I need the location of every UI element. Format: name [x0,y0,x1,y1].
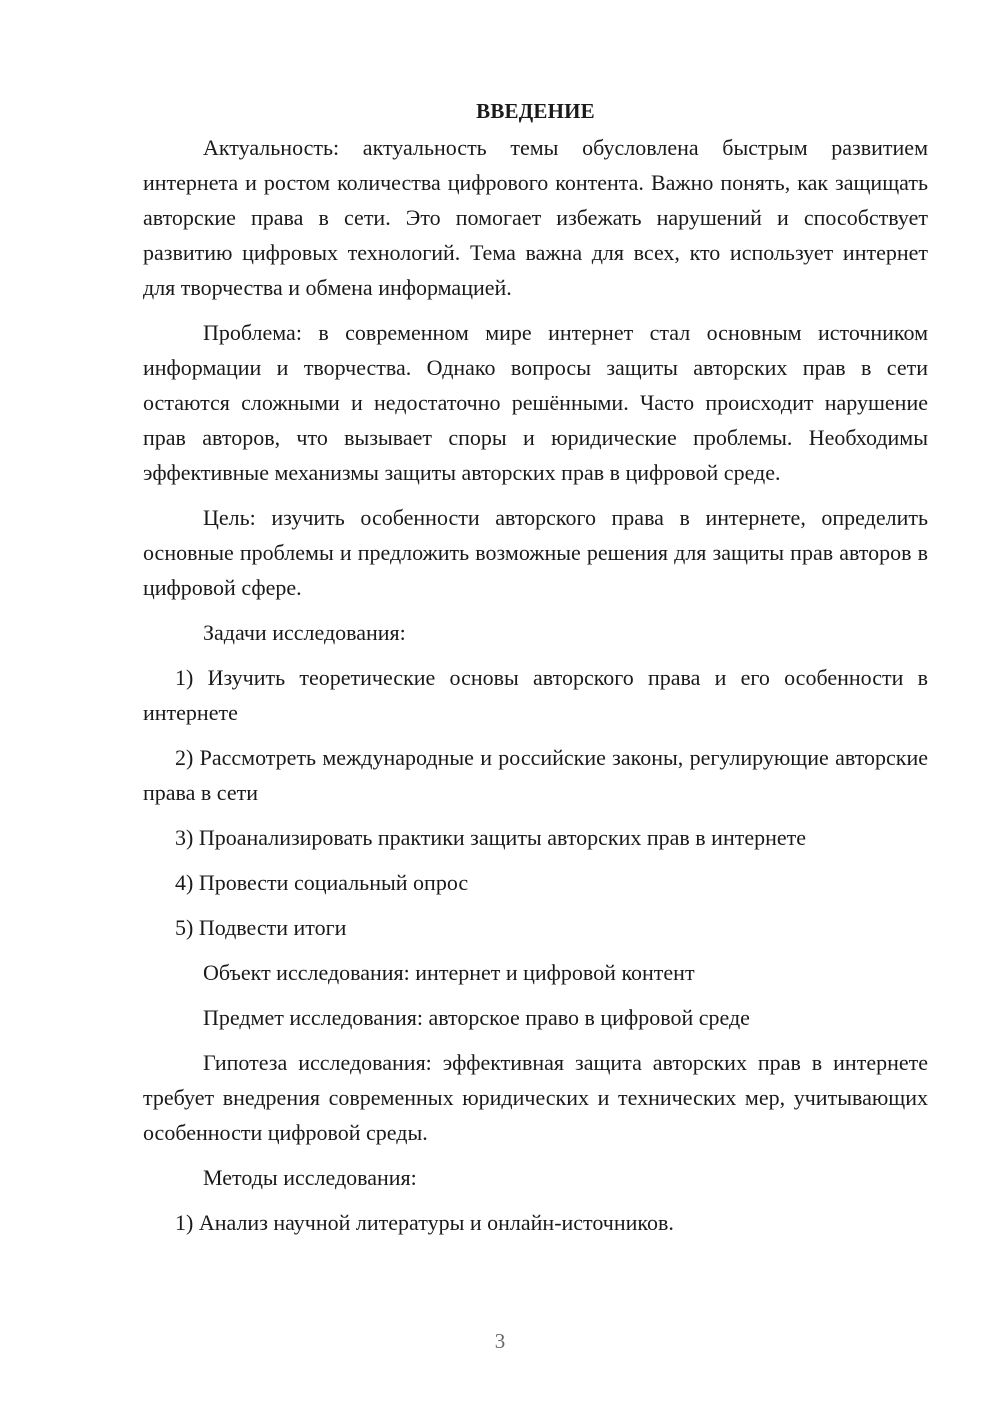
methods-heading: Методы исследования: [203,1165,417,1190]
goal-paragraph: Цель: изучить особенности авторского права в интернете, определить основные проблемы и предложить возможные решения для защиты прав авторов в цифровой сфере. [143,505,928,600]
problem-paragraph: Проблема: в современном мире интернет стал основным источником информации и творчества. Однако вопросы защиты авторских прав в сети остаются сложными и недостаточно решёнными. Часто происходит нарушение прав авторов, что вызывает споры и юридические проблемы. Необходимы эффективные механизмы защиты авторских прав в цифровой среде. [143,320,928,485]
task-item-3: 3) Проанализировать практики защиты авторских прав в интернете [175,825,807,850]
task-item-4: 4) Провести социальный опрос [175,870,469,895]
page-content [143,94,928,1240]
method-item-1: 1) Анализ научной литературы и онлайн-источников. [175,1210,674,1235]
task-item-1: 1) Изучить теоретические основы авторского права и его особенности в интернете [143,665,928,725]
page-number: 3 [494,1329,506,1353]
tasks-heading: Задачи исследования: [203,620,406,645]
task-item-5: 5) Подвести итоги [175,915,347,940]
object-paragraph: Объект исследования: интернет и цифровой контент [203,960,695,985]
subject-paragraph: Предмет исследования: авторское право в цифровой среде [203,1005,750,1030]
hypothesis-paragraph: Гипотеза исследования: эффективная защита авторских прав в интернете требует внедрения современных юридических и технических мер, учитывающих особенности цифровой среды. [143,1050,928,1145]
section-title: ВВЕДЕНИЕ [476,99,595,123]
task-item-2: 2) Рассмотреть международные и российские законы, регулирующие авторские права в сети [143,745,928,805]
relevance-paragraph: Актуальность: актуальность темы обусловлена быстрым развитием интернета и ростом количества цифрового контента. Важно понять, как защищать авторские права в сети. Это помогает избежать нарушений и способствует развитию цифровых технологий. Тема важна для всех, кто использует интернет для творчества и обмена информацией. [143,135,928,300]
